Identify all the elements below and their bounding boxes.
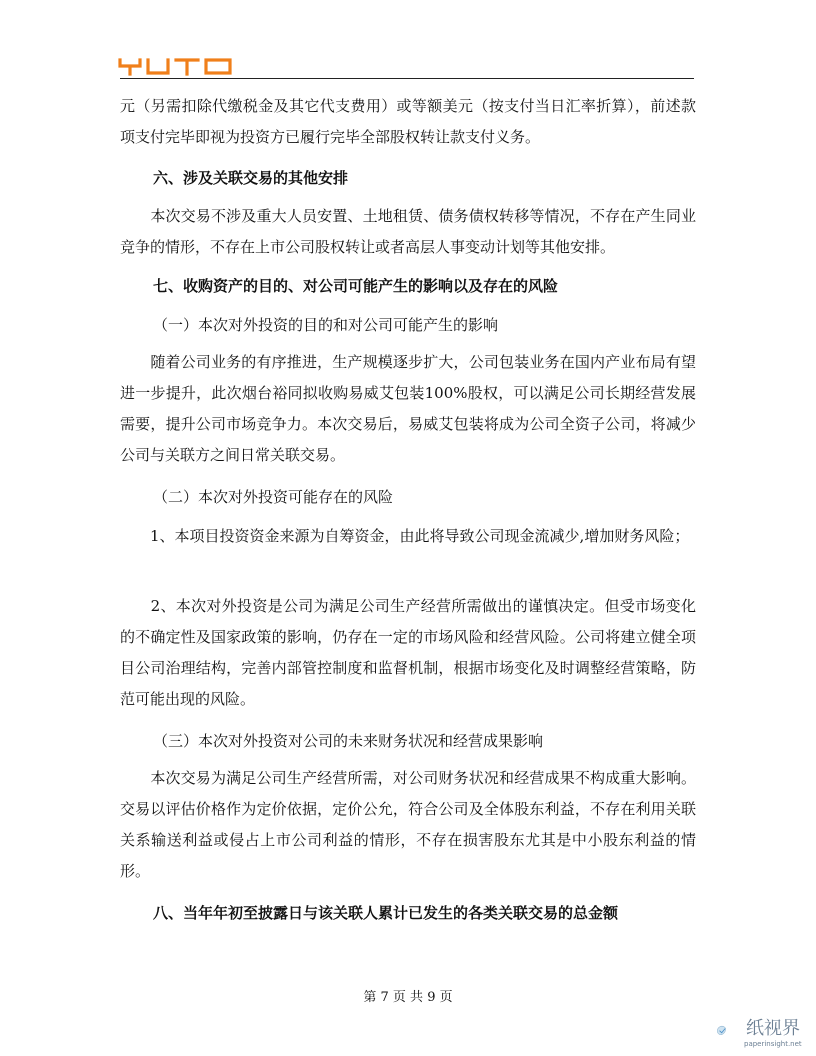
paragraph-risk-2: 2、本次对外投资是公司为满足公司生产经营所需做出的谨慎决定。但受市场变化的不确定性及国家政策的影响，仍存在一定的市场风险和经营风险。公司将建立健全项目公司治理结构，完善内部管控制度和监督机制，根据市场变化及时调整经营策略，防范可能出现的风险。 — [120, 597, 696, 708]
section-heading-7: 七、收购资产的目的、对公司可能产生的影响以及存在的风险 — [153, 277, 559, 295]
paragraph-purpose: 随着公司业务的有序推进，生产规模逐步扩大，公司包装业务在国内产业布局有望进一步提升，此次烟台裕同拟收购易威艾包装100%股权，可以满足公司长期经营发展需要，提升公司市场竞争力。本次交易后，易威艾包装将成为公司全资子公司，将减少公司与关联方之间日常关联交易。 — [120, 353, 696, 464]
paragraph-other-arrangements: 本次交易不涉及重大人员安置、土地租赁、债务债权转移等情况，不存在产生同业竞争的情形，不存在上市公司股权转让或者高层人事变动计划等其他安排。 — [120, 207, 696, 256]
subheading-purpose: （一）本次对外投资的目的和对公司可能产生的影响 — [153, 316, 499, 334]
page-number: 第 7 页 共 9 页 — [363, 990, 453, 1005]
section-heading-6: 六、涉及关联交易的其他安排 — [153, 169, 349, 187]
section-heading-8: 八、当年年初至披露日与该关联人累计已发生的各类关联交易的总金额 — [153, 904, 619, 922]
header-rule — [120, 78, 694, 79]
watermark-url: paperinsight.net — [744, 1040, 802, 1048]
subheading-risks: （二）本次对外投资可能存在的风险 — [153, 488, 394, 506]
paragraph-impact: 本次交易为满足公司生产经营所需，对公司财务状况和经营成果不构成重大影响。交易以评估价格作为定价依据，定价公允，符合公司及全体股东利益，不存在利用关联关系输送利益或侵占上市公司利益的情形，不存在损害股东尤其是中小股东利益的情形。 — [120, 769, 696, 880]
watermark-text: 纸视界 — [746, 1018, 800, 1039]
yuto-logo — [118, 58, 234, 76]
subheading-impact: （三）本次对外投资对公司的未来财务状况和经营成果影响 — [153, 732, 544, 750]
paragraph-continuation: 元（另需扣除代缴税金及其它代支费用）或等额美元（按支付当日汇率折算），前述款项支付完毕即视为投资方已履行完毕全部股权转让款支付义务。 — [120, 97, 696, 146]
paragraph-risk-1: 1、本项目投资资金来源为自筹资金，由此将导致公司现金流减少,增加财务风险； — [120, 527, 690, 545]
